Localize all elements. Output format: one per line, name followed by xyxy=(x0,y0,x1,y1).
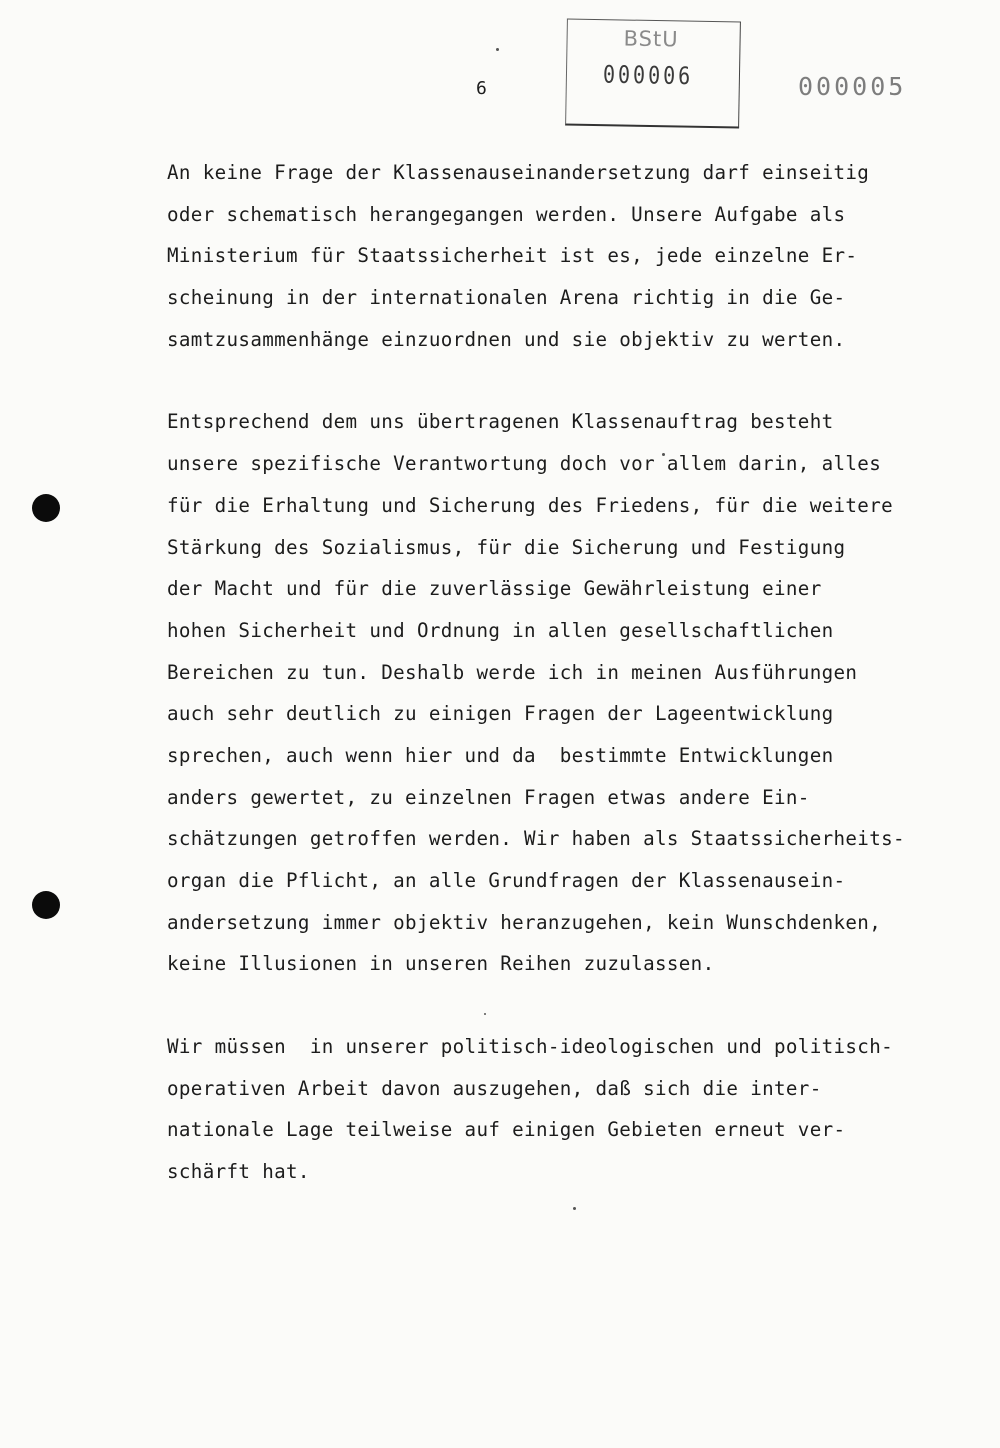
text-line: auch sehr deutlich zu einigen Fragen der Lageentwicklung xyxy=(167,702,834,726)
paper-speck xyxy=(496,48,499,51)
text-line: anders gewertet, zu einzelnen Fragen etwas andere Ein- xyxy=(167,785,810,809)
text-line: andersetzung immer objektiv heranzugehen, kein Wunschdenken, xyxy=(167,910,882,934)
paragraph-1 xyxy=(167,152,967,360)
text-line: schärft hat. xyxy=(167,1160,310,1184)
text-line: organ die Pflicht, an alle Grundfragen der Klassenausein- xyxy=(167,869,846,892)
text-line: An keine Frage der Klassenauseinandersetzung darf einseitig xyxy=(167,161,870,184)
text-line: sprechen, auch wenn hier und da bestimmte Entwicklungen xyxy=(167,743,834,767)
text-line: hohen Sicherheit und Ordnung in allen gesellschaftlichen xyxy=(167,618,834,642)
paragraph-2 xyxy=(167,401,967,985)
text-line: Bereichen zu tun. Deshalb werde ich in meinen Ausführungen xyxy=(167,660,858,684)
text-line: Wir müssen in unserer politisch-ideologischen und politisch- xyxy=(167,1035,894,1059)
punch-hole-bottom xyxy=(32,891,60,919)
archive-stamp xyxy=(565,18,741,128)
stamp-number: 000006 xyxy=(602,59,694,91)
text-line: keine Illusionen in unseren Reihen zuzulassen. xyxy=(167,952,715,976)
punch-hole-top xyxy=(32,494,60,522)
page-number: 6 xyxy=(476,78,488,99)
archive-number: 000005 xyxy=(798,72,907,101)
stamp-organization: BStU xyxy=(623,26,679,52)
text-line: scheinung in der internationalen Arena richtig in die Ge- xyxy=(167,286,846,310)
document-body xyxy=(167,152,967,1234)
text-line: Stärkung des Sozialismus, für die Sicherung und Festigung xyxy=(167,535,846,559)
paragraph-3 xyxy=(167,1026,967,1193)
text-line: Ministerium für Staatssicherheit ist es, jede einzelne Er- xyxy=(167,244,858,268)
text-line: Entsprechend dem uns übertragenen Klassenauftrag besteht xyxy=(167,410,834,434)
text-line: nationale Lage teilweise auf einigen Gebieten erneut ver- xyxy=(167,1118,846,1142)
text-line: unsere spezifische Verantwortung doch vor allem darin, alles xyxy=(167,452,882,476)
text-line: für die Erhaltung und Sicherung des Friedens, für die weitere xyxy=(167,493,894,517)
text-line: schätzungen getroffen werden. Wir haben als Staatssicherheits- xyxy=(167,827,905,851)
text-line: oder schematisch herangegangen werden. Unsere Aufgabe als xyxy=(167,202,846,226)
text-line: der Macht und für die zuverlässige Gewährleistung einer xyxy=(167,577,822,601)
text-line: samtzusammenhänge einzuordnen und sie objektiv zu werten. xyxy=(167,327,846,351)
text-line: operativen Arbeit davon auszugehen, daß sich die inter- xyxy=(167,1076,822,1100)
